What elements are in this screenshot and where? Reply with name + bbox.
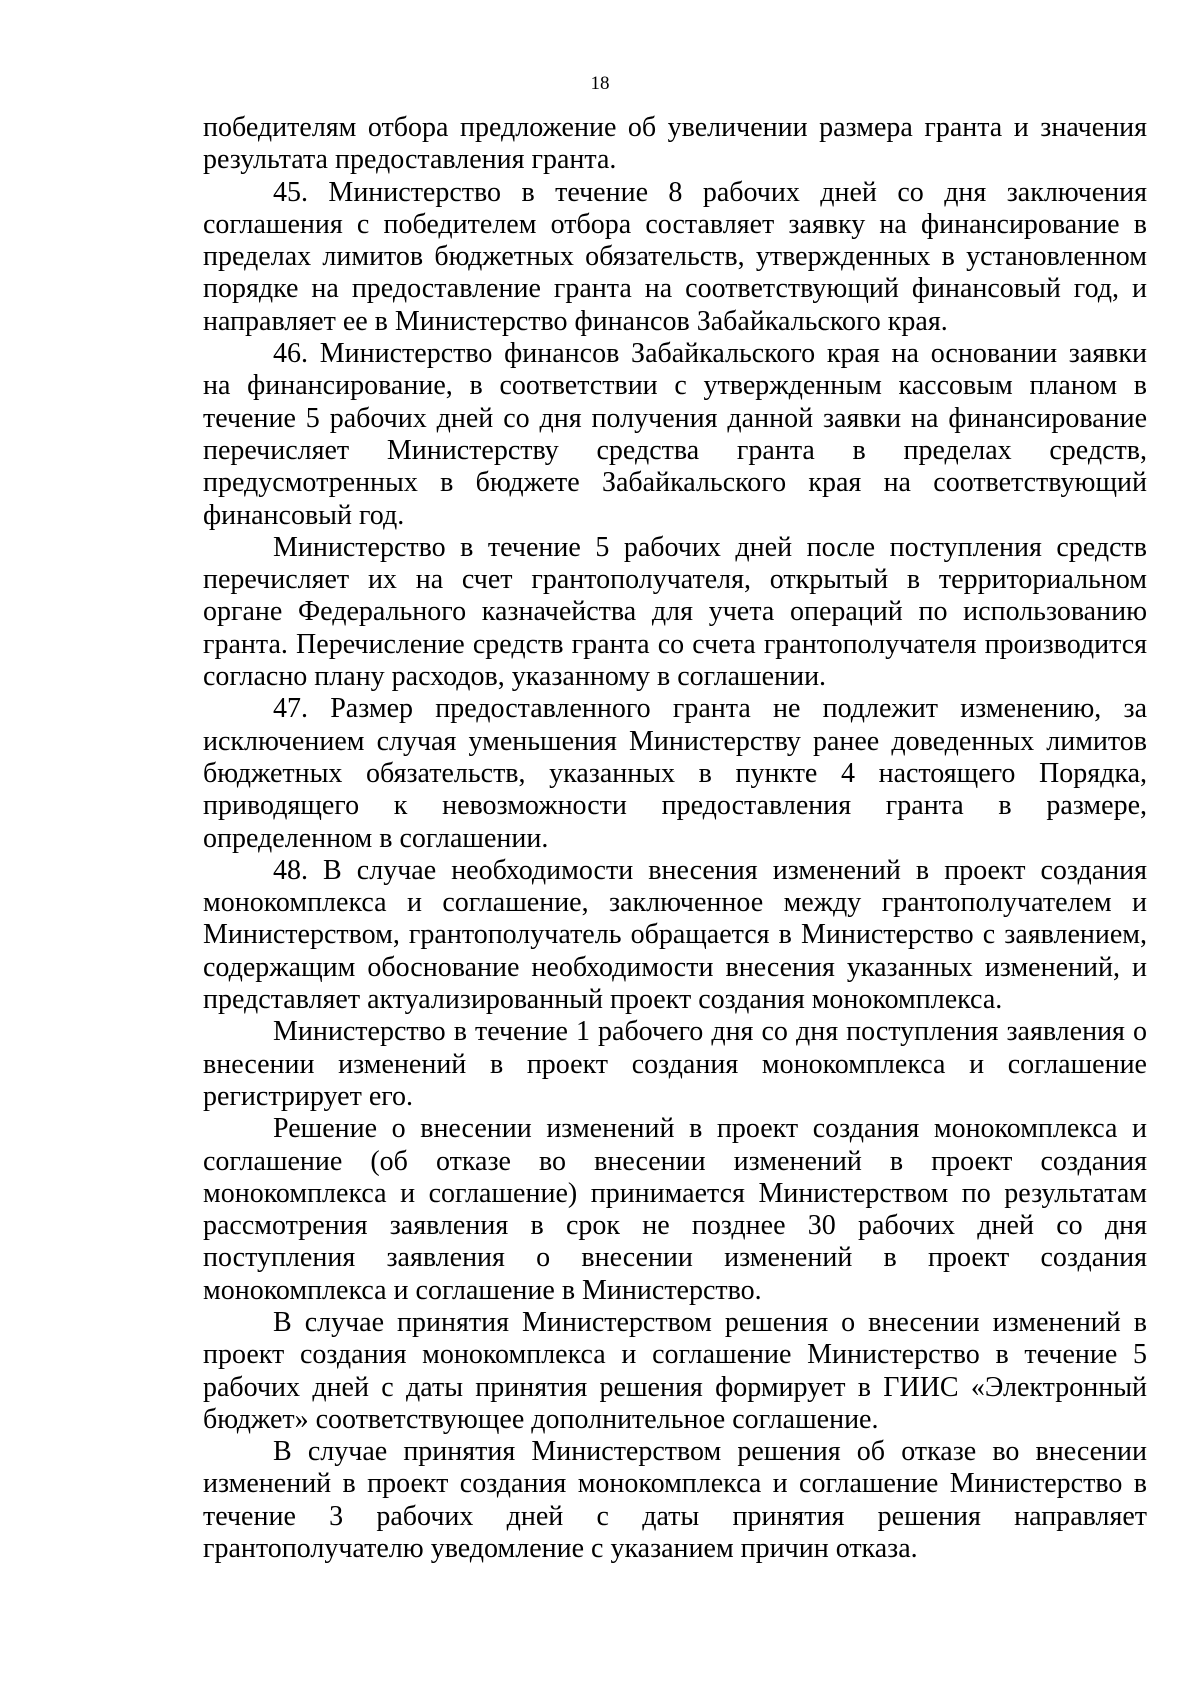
- paragraph-item-47: 47. Размер предоставленного гранта не подлежит изменению, за исключением случая уменьшения Министерству ранее доведенных лимитов бюджетных обязательств, указанных в пункте 4 настоящего Порядка, приводящего к невозможности предоставления гранта в размере, определенном в соглашении.: [203, 693, 1147, 854]
- paragraph-item-48-refusal: В случае принятия Министерством решения об отказе во внесении изменений в проект создания монокомплекса и соглашение Министерство в течение 3 рабочих дней с даты принятия решения направляет грантополучателю уведомление с указанием причин отказа.: [203, 1436, 1147, 1565]
- paragraph-item-46-transfer: Министерство в течение 5 рабочих дней после поступления средств перечисляет их на счет грантополучателя, открытый в территориальном органе Федерального казначейства для учета операций по использованию гранта. Перечисление средств гранта со счета грантополучателя производится согласно плану расходов, указанному в соглашении.: [203, 531, 1147, 693]
- paragraph-continuation: победителям отбора предложение об увеличении размера гранта и значения результата предоставления гранта.: [203, 112, 1147, 176]
- paragraph-item-48-approval: В случае принятия Министерством решения о внесении изменений в проект создания монокомплекса и соглашение Министерство в течение 5 рабочих дней с даты принятия решения формирует в ГИИС «Электронный бюджет» соответствующее дополнительное соглашение.: [203, 1306, 1147, 1435]
- paragraph-item-45: 45. Министерство в течение 8 рабочих дней со дня заключения соглашения с победителем отбора составляет заявку на финансирование в пределах лимитов бюджетных обязательств, утвержденных в установленном порядке на предоставление гранта на соответствующий финансовый год, и направляет ее в Министерство финансов Забайкальского края.: [203, 176, 1147, 337]
- paragraph-item-48: 48. В случае необходимости внесения изменений в проект создания монокомплекса и соглашение, заключенное между грантополучателем и Министерством, грантополучатель обращается в Министерство с заявлением, содержащим обоснование необходимости внесения указанных изменений, и представляет актуализированный проект создания монокомплекса.: [203, 854, 1147, 1016]
- paragraph-item-48-registration: Министерство в течение 1 рабочего дня со дня поступления заявления о внесении изменений в проект создания монокомплекса и соглашение регистрирует его.: [203, 1016, 1147, 1112]
- paragraph-item-46: 46. Министерство финансов Забайкальского края на основании заявки на финансирование, в соответствии с утвержденным кассовым планом в течение 5 рабочих дней со дня получения данной заявки на финансирование перечисляет Министерству средства гранта в пределах средств, предусмотренных в бюджете Забайкальского края на соответствующий финансовый год.: [203, 338, 1147, 531]
- paragraph-item-48-decision: Решение о внесении изменений в проект создания монокомплекса и соглашение (об отказе во внесении изменений в проект создания монокомплекса и соглашение) принимается Министерством по результатам рассмотрения заявления в срок не позднее 30 рабочих дней со дня поступления заявления о внесении изменений в проект создания монокомплекса и соглашение в Министерство.: [203, 1113, 1147, 1306]
- document-body: [203, 112, 1147, 1565]
- page-number: 18: [590, 73, 610, 94]
